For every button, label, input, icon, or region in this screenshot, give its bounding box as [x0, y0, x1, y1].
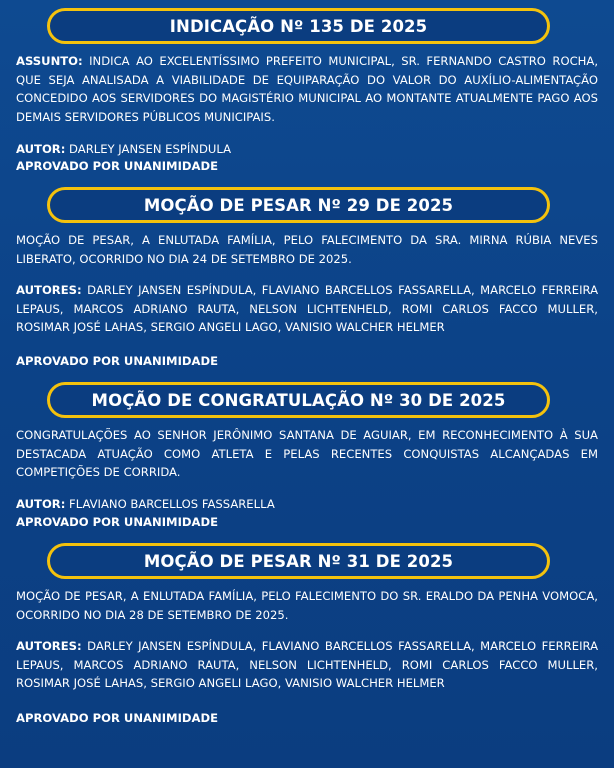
- indicacao-135-title-pill: [47, 8, 550, 44]
- author-label: AUTOR:: [16, 142, 66, 156]
- mocao-pesar-31-authors: [16, 637, 598, 693]
- mocao-pesar-29-body: MOÇÃO DE PESAR, A ENLUTADA FAMÍLIA, PELO FALECIMENTO DA SRA. MIRNA RÚBIA NEVES LIBERATO, OCORRIDO NO DIA 24 DE SETEMBRO DE 2025.: [16, 233, 598, 266]
- mocao-pesar-29-authors: [16, 281, 598, 337]
- mocao-pesar-31-title: MOÇÃO DE PESAR Nº 31 DE 2025: [143, 551, 454, 571]
- subject-label: ASSUNTO:: [16, 54, 83, 68]
- indicacao-135-status: APROVADO POR UNANIMIDADE: [16, 159, 219, 173]
- authors-label: AUTORES:: [16, 639, 82, 653]
- mocao-pesar-31-body: MOÇÃO DE PESAR, A ENLUTADA FAMÍLIA, PELO FALECIMENTO DO SR. ERALDO DA PENHA VOMOCA, OCORRIDO NO DIA 28 DE SETEMBRO DE 2025.: [16, 589, 598, 622]
- mocao-congratulacao-30-title-pill: [47, 382, 550, 418]
- mocao-pesar-29-status: APROVADO POR UNANIMIDADE: [16, 354, 219, 368]
- author-text: DARLEY JANSEN ESPÍNDULA: [69, 142, 232, 156]
- mocao-congratulacao-30-status: APROVADO POR UNANIMIDADE: [16, 515, 219, 529]
- indicacao-135-author: [16, 140, 598, 159]
- mocao-congratulacao-30-author: [16, 495, 598, 514]
- mocao-congratulacao-30-body: CONGRATULAÇÕES AO SENHOR JERÔNIMO SANTANA DE AGUIAR, EM RECONHECIMENTO À SUA DESTACADA ATUAÇÃO COMO ATLETA E PELAS RECENTES CONQUISTAS ALCANÇADAS EM COMPETIÇÕES DE CORRIDA.: [16, 428, 598, 480]
- authors-label: AUTORES:: [16, 283, 82, 297]
- mocao-pesar-29-title: MOÇÃO DE PESAR Nº 29 DE 2025: [143, 195, 454, 215]
- indicacao-135-title: INDICAÇÃO Nº 135 DE 2025: [169, 16, 428, 36]
- indicacao-135-subject: [16, 52, 598, 126]
- authors-text: DARLEY JANSEN ESPÍNDULA, FLAVIANO BARCELLOS FASSARELLA, MARCELO FERREIRA LEPAUS, MARCOS ADRIANO RAUTA, NELSON LICHTENHELD, ROMI CARLOS FACCO MULLER, ROSIMAR JOSÉ LAHAS, SERGIO ANGELI LAGO, VANISIO WALCHER HELMER: [16, 639, 598, 691]
- author-text: FLAVIANO BARCELLOS FASSARELLA: [69, 497, 275, 511]
- mocao-pesar-29-title-pill: [47, 187, 550, 223]
- author-label: AUTOR:: [16, 497, 66, 511]
- subject-text: INDICA AO EXCELENTÍSSIMO PREFEITO MUNICIPAL, SR. FERNANDO CASTRO ROCHA, QUE SEJA ANALISADA A VIABILIDADE DE EQUIPARAÇÃO DO VALOR DO AUXÍLIO-ALIMENTAÇÃO CONCEDIDO AOS SERVIDORES DO MAGISTÉRIO MUNICIPAL AO MONTANTE ATUALMENTE PAGO AOS DEMAIS SERVIDORES PÚBLICOS MUNICIPAIS.: [16, 54, 598, 124]
- authors-text: DARLEY JANSEN ESPÍNDULA, FLAVIANO BARCELLOS FASSARELLA, MARCELO FERREIRA LEPAUS, MARCOS ADRIANO RAUTA, NELSON LICHTENHELD, ROMI CARLOS FACCO MULLER, ROSIMAR JOSÉ LAHAS, SERGIO ANGELI LAGO, VANISIO WALCHER HELMER: [16, 283, 598, 335]
- mocao-congratulacao-30-title: MOÇÃO DE CONGRATULAÇÃO Nº 30 DE 2025: [91, 390, 506, 410]
- mocao-pesar-31-title-pill: [47, 543, 550, 579]
- mocao-pesar-31-status: APROVADO POR UNANIMIDADE: [16, 711, 219, 725]
